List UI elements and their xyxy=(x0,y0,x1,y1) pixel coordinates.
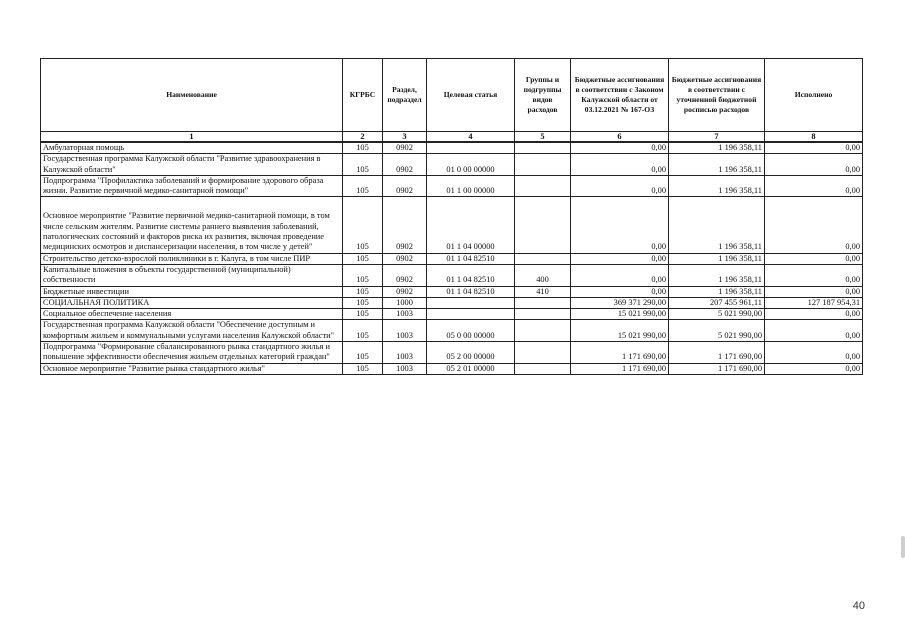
row-section: 1003 xyxy=(383,309,427,320)
row-section: 0902 xyxy=(383,197,427,253)
header-cell-group: Группы и подгруппы видов расходов xyxy=(515,59,571,132)
row-law-amount: 0,00 xyxy=(571,197,669,253)
row-target: 01 1 04 82510 xyxy=(427,286,515,297)
row-target: 01 1 00 00000 xyxy=(427,175,515,197)
row-name: Основное мероприятие "Развитие первичной медико-санитарной помощи, в том числе сельским жителям. Развитие системы раннего выявления заболеваний, патологических состояний и факторов риска их развития, включая проведение медицинских осмотров и диспансеризации населения, в том числе у детей" xyxy=(41,197,343,253)
row-section: 0902 xyxy=(383,154,427,176)
row-law-amount: 0,00 xyxy=(571,175,669,197)
row-group xyxy=(515,309,571,320)
row-refined-amount: 1 196 358,11 xyxy=(669,253,765,264)
row-refined-amount: 5 021 990,00 xyxy=(669,320,765,342)
row-law-amount: 15 021 990,00 xyxy=(571,309,669,320)
table-row xyxy=(41,142,863,154)
row-name: Подпрограмма "Формирование сбалансированного рынка стандартного жилья и повышение эффективности обеспечения жильем отдельных категорий граждан" xyxy=(41,342,343,364)
table-row xyxy=(41,363,863,374)
header-cell-name: Наименование xyxy=(41,59,343,132)
row-target: 05 0 00 00000 xyxy=(427,320,515,342)
row-section: 1003 xyxy=(383,342,427,364)
row-law-amount: 0,00 xyxy=(571,253,669,264)
row-refined-amount: 1 196 358,11 xyxy=(669,175,765,197)
row-name: Государственная программа Калужской области "Обеспечение доступным и комфортным жильем и коммунальными услугами населения Калужской области" xyxy=(41,320,343,342)
row-section: 1003 xyxy=(383,363,427,374)
row-group xyxy=(515,297,571,308)
header-cell-target: Целевая статья xyxy=(427,59,515,132)
table-row xyxy=(41,154,863,176)
row-done-amount: 0,00 xyxy=(765,253,863,264)
column-number: 8 xyxy=(765,132,863,143)
row-target xyxy=(427,297,515,308)
row-target: 01 1 04 82510 xyxy=(427,253,515,264)
row-group: 410 xyxy=(515,286,571,297)
table-row xyxy=(41,197,863,253)
row-kgrbs: 105 xyxy=(343,320,383,342)
row-done-amount: 0,00 xyxy=(765,154,863,176)
row-name: Амбулаторная помощь xyxy=(41,142,343,154)
row-refined-amount: 1 196 358,11 xyxy=(669,154,765,176)
row-kgrbs: 105 xyxy=(343,175,383,197)
row-done-amount: 0,00 xyxy=(765,342,863,364)
row-done-amount: 0,00 xyxy=(765,264,863,286)
column-number: 4 xyxy=(427,132,515,143)
row-name: Капитальные вложения в объекты государственной (муниципальной) собственности xyxy=(41,264,343,286)
header-cell-kgrbs: КГРБС xyxy=(343,59,383,132)
row-section: 0902 xyxy=(383,264,427,286)
row-section: 0902 xyxy=(383,175,427,197)
row-refined-amount: 1 196 358,11 xyxy=(669,264,765,286)
row-group: 400 xyxy=(515,264,571,286)
budget-table xyxy=(40,58,863,375)
row-name: Социальное обеспечение населения xyxy=(41,309,343,320)
row-target xyxy=(427,142,515,154)
header-cell-refined: Бюджетные ассигнования в соответствии с уточненной бюджетной росписью расходов xyxy=(669,59,765,132)
header-cell-law: Бюджетные ассигнования в соответствии с Законом Калужской области от 03.12.2021 № 167-ОЗ xyxy=(571,59,669,132)
row-name: Бюджетные инвестиции xyxy=(41,286,343,297)
table-row xyxy=(41,320,863,342)
table-row xyxy=(41,342,863,364)
column-number: 6 xyxy=(571,132,669,143)
row-law-amount: 0,00 xyxy=(571,264,669,286)
row-law-amount: 1 171 690,00 xyxy=(571,363,669,374)
row-group xyxy=(515,142,571,154)
row-kgrbs: 105 xyxy=(343,253,383,264)
header-cell-section: Раздел, подраздел xyxy=(383,59,427,132)
row-refined-amount: 1 196 358,11 xyxy=(669,286,765,297)
row-name: СОЦИАЛЬНАЯ ПОЛИТИКА xyxy=(41,297,343,308)
row-name: Строительство детско-взрослой поликлиники в г. Калуга, в том числе ПИР xyxy=(41,253,343,264)
row-group xyxy=(515,175,571,197)
row-law-amount: 15 021 990,00 xyxy=(571,320,669,342)
row-target xyxy=(427,309,515,320)
row-target: 05 2 01 00000 xyxy=(427,363,515,374)
column-number: 3 xyxy=(383,132,427,143)
row-refined-amount: 1 171 690,00 xyxy=(669,363,765,374)
row-law-amount: 369 371 290,00 xyxy=(571,297,669,308)
row-law-amount: 0,00 xyxy=(571,154,669,176)
row-law-amount: 1 171 690,00 xyxy=(571,342,669,364)
row-kgrbs: 105 xyxy=(343,297,383,308)
row-kgrbs: 105 xyxy=(343,264,383,286)
row-name: Подпрограмма "Профилактика заболеваний и формирование здорового образа жизни. Развитие первичной медико-санитарной помощи" xyxy=(41,175,343,197)
row-done-amount: 127 187 954,31 xyxy=(765,297,863,308)
scan-edge-mark xyxy=(901,536,905,558)
row-section: 0902 xyxy=(383,286,427,297)
table-row xyxy=(41,264,863,286)
row-law-amount: 0,00 xyxy=(571,142,669,154)
row-kgrbs: 105 xyxy=(343,309,383,320)
row-section: 0902 xyxy=(383,253,427,264)
row-law-amount: 0,00 xyxy=(571,286,669,297)
row-name: Основное мероприятие "Развитие рынка стандартного жилья" xyxy=(41,363,343,374)
row-kgrbs: 105 xyxy=(343,142,383,154)
row-target: 01 1 04 82510 xyxy=(427,264,515,286)
table-row xyxy=(41,309,863,320)
column-number: 5 xyxy=(515,132,571,143)
row-target: 01 1 04 00000 xyxy=(427,197,515,253)
row-done-amount: 0,00 xyxy=(765,142,863,154)
row-done-amount: 0,00 xyxy=(765,363,863,374)
row-group xyxy=(515,154,571,176)
table-row xyxy=(41,175,863,197)
page-number: 40 xyxy=(852,600,865,612)
column-number-row xyxy=(41,132,863,143)
row-done-amount: 0,00 xyxy=(765,197,863,253)
row-group xyxy=(515,320,571,342)
header-cell-done: Исполнено xyxy=(765,59,863,132)
column-number: 7 xyxy=(669,132,765,143)
row-group xyxy=(515,197,571,253)
row-kgrbs: 105 xyxy=(343,286,383,297)
row-kgrbs: 105 xyxy=(343,154,383,176)
column-number: 2 xyxy=(343,132,383,143)
row-done-amount: 0,00 xyxy=(765,286,863,297)
row-section: 1003 xyxy=(383,320,427,342)
row-group xyxy=(515,253,571,264)
row-refined-amount: 1 171 690,00 xyxy=(669,342,765,364)
header-row xyxy=(41,59,863,132)
table-row xyxy=(41,297,863,308)
row-group xyxy=(515,363,571,374)
row-target: 01 0 00 00000 xyxy=(427,154,515,176)
row-refined-amount: 1 196 358,11 xyxy=(669,142,765,154)
column-number: 1 xyxy=(41,132,343,143)
row-target: 05 2 00 00000 xyxy=(427,342,515,364)
row-kgrbs: 105 xyxy=(343,342,383,364)
row-refined-amount: 1 196 358,11 xyxy=(669,197,765,253)
row-group xyxy=(515,342,571,364)
row-refined-amount: 5 021 990,00 xyxy=(669,309,765,320)
row-section: 0902 xyxy=(383,142,427,154)
table-row xyxy=(41,253,863,264)
row-done-amount: 0,00 xyxy=(765,175,863,197)
row-kgrbs: 105 xyxy=(343,197,383,253)
row-section: 1000 xyxy=(383,297,427,308)
row-refined-amount: 207 455 961,11 xyxy=(669,297,765,308)
row-name: Государственная программа Калужской области "Развитие здравоохранения в Калужской области" xyxy=(41,154,343,176)
table-row xyxy=(41,286,863,297)
row-kgrbs: 105 xyxy=(343,363,383,374)
row-done-amount: 0,00 xyxy=(765,309,863,320)
row-done-amount: 0,00 xyxy=(765,320,863,342)
